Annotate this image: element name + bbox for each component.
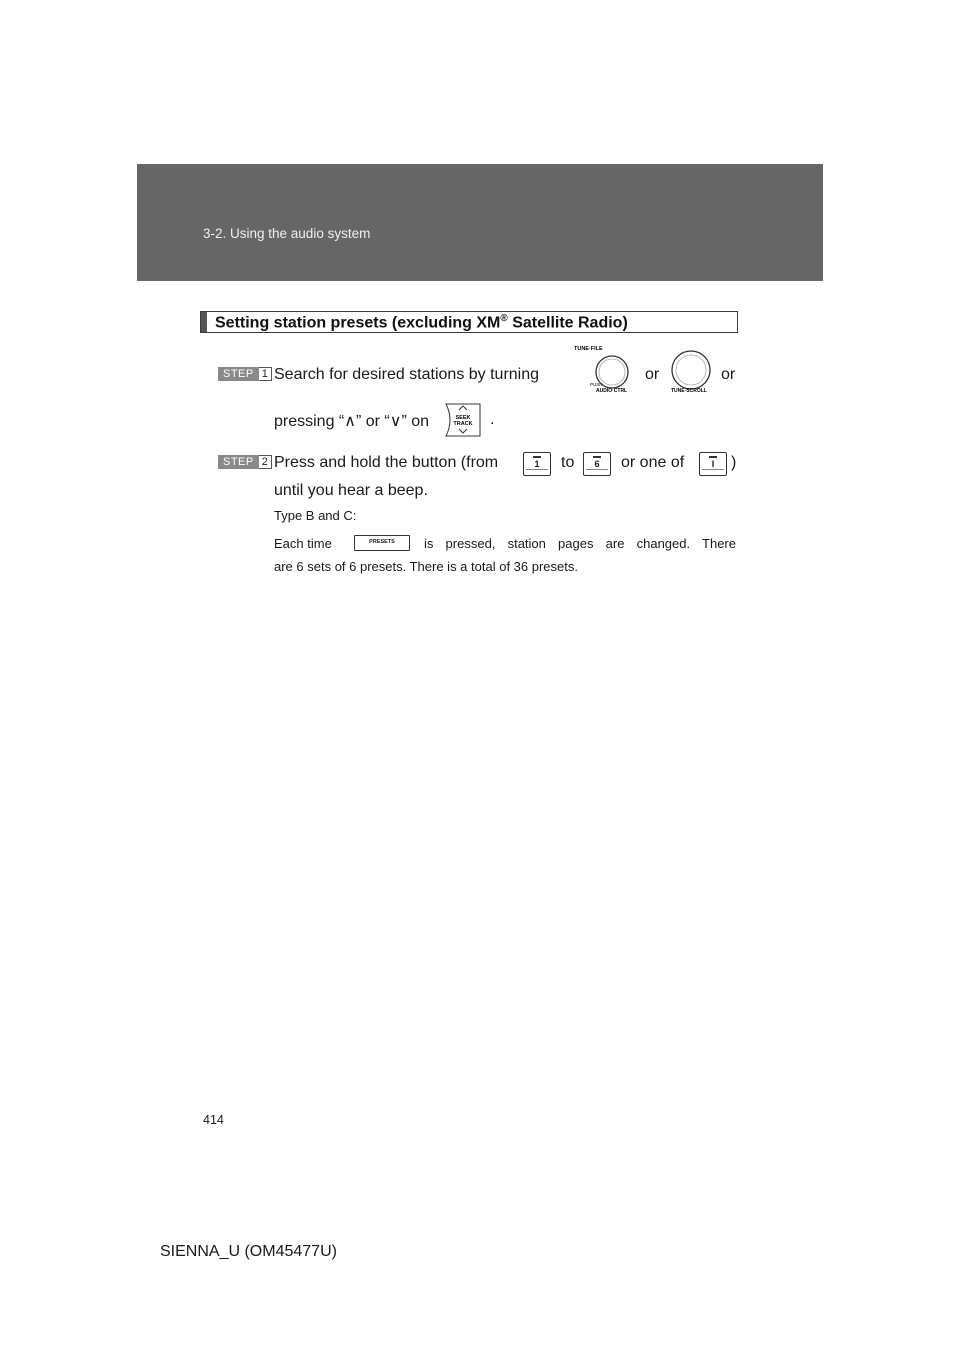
note-title: Type B and C: [274,508,357,523]
step-2-text-line-2: until you hear a beep. [274,482,428,499]
tune-file-label: TUNE·FILE [574,346,603,352]
section-heading [200,311,738,333]
audio-ctrl-label: AUDIO·CTRL [596,388,628,394]
step-1-badge: STEP 1 [218,367,272,381]
seek-track-button-icon [442,402,484,438]
step-1-or-2: or [721,366,736,383]
tune-scroll-knob-icon [664,342,720,396]
page-number: 414 [203,1113,224,1127]
tune-file-knob-icon [568,342,644,396]
heading-accent [201,312,207,332]
note-line-2: are 6 sets of 6 presets. There is a total of 36 presets. [274,559,578,574]
step-1-text: Search for desired stations by turning [274,366,540,383]
preset-1-button-icon: 1 [523,452,551,476]
step-2-close-paren: ) [731,454,737,471]
caret-down-symbol: ∨ [389,413,402,430]
preset-6-button-icon: 6 [583,452,611,476]
preset-i-button-icon: I [699,452,727,476]
track-label: TRACK [453,421,473,427]
document-footer: SIENNA_U (OM45477U) [160,1243,337,1260]
heading-title: Setting station presets (excluding XM® Satellite Radio) [215,313,628,332]
step-2-to: to [561,454,575,471]
tune-scroll-label: TUNE·SCROLL [671,388,707,394]
step-1-period: . [490,411,495,428]
step-2-badge: STEP 2 [218,455,272,469]
step-1-text-line-2: pressing “∧” or “∨” on [274,413,430,430]
step-1-or-1: or [645,366,660,383]
section-reference: 3-2. Using the audio system [203,226,371,241]
presets-button-icon: PRESETS [354,535,410,551]
note-line-1a: Each time [274,536,332,551]
seek-label: SEEK [455,415,471,421]
push-label: PUSH [590,382,603,387]
note-line-1b: is pressed, station pages are changed. There [424,536,736,551]
header-band [137,164,823,281]
caret-up-symbol: ∧ [344,413,356,430]
step-2-text: Press and hold the button (from [274,454,499,471]
step-2-or-one-of: or one of [621,454,685,471]
